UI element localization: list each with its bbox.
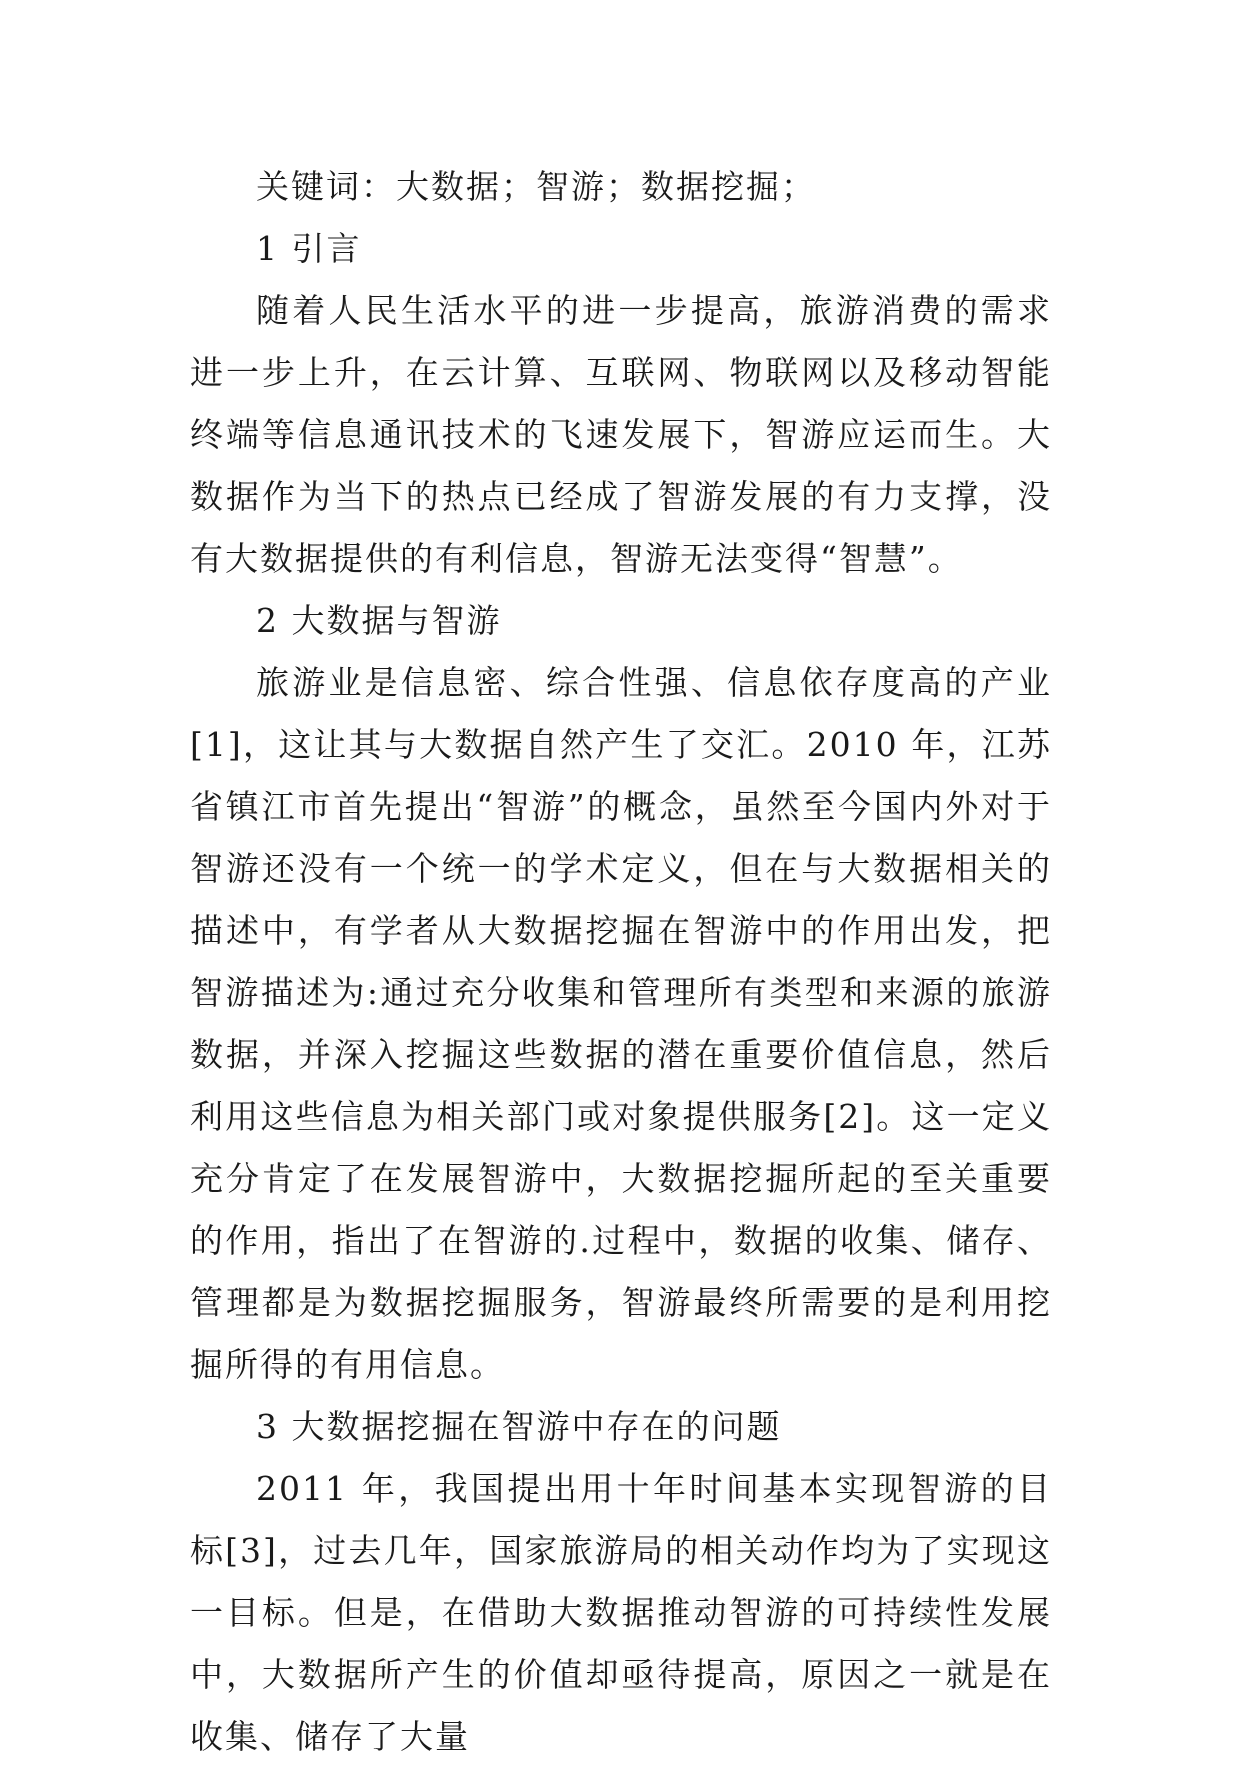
section-3-paragraph: 2011 年，我国提出用十年时间基本实现智游的目标[3]，过去几年，国家旅游局的相关动作均为了实现这一目标。但是，在借助大数据推动智游的可持续性发展中，大数据所产生的价值却亟待提高，原因之一就是在收集、储存了大量 <box>190 1469 1052 1756</box>
section-2-heading: 2 大数据与智游 <box>256 601 502 640</box>
section-1-heading: 1 引言 <box>256 229 362 268</box>
keywords-line: 关键词：大数据；智游；数据挖掘； <box>256 167 816 206</box>
document-page <box>190 156 1052 1768</box>
section-3-heading: 3 大数据挖掘在智游中存在的问题 <box>256 1407 782 1446</box>
section-2-paragraph: 旅游业是信息密、综合性强、信息依存度高的产业[1]，这让其与大数据自然产生了交汇。2010 年，江苏省镇江市首先提出“智游”的概念，虽然至今国内外对于智游还没有一个统一的学术定义，但在与大数据相关的描述中，有学者从大数据挖掘在智游中的作用出发，把智游描述为:通过充分收集和管理所有类型和来源的旅游数据，并深入挖掘这些数据的潜在重要价值信息，然后利用这些信息为相关部门或对象提供服务[2]。这一定义充分肯定了在发展智游中，大数据挖掘所起的至关重要的作用，指出了在智游的.过程中，数据的收集、储存、管理都是为数据挖掘服务，智游最终所需要的是利用挖掘所得的有用信息。 <box>190 663 1052 1384</box>
section-1-paragraph: 随着人民生活水平的进一步提高，旅游消费的需求进一步上升，在云计算、互联网、物联网以及移动智能终端等信息通讯技术的飞速发展下，智游应运而生。大数据作为当下的热点已经成了智游发展的有力支撑，没有大数据提供的有利信息，智游无法变得“智慧”。 <box>190 291 1052 578</box>
